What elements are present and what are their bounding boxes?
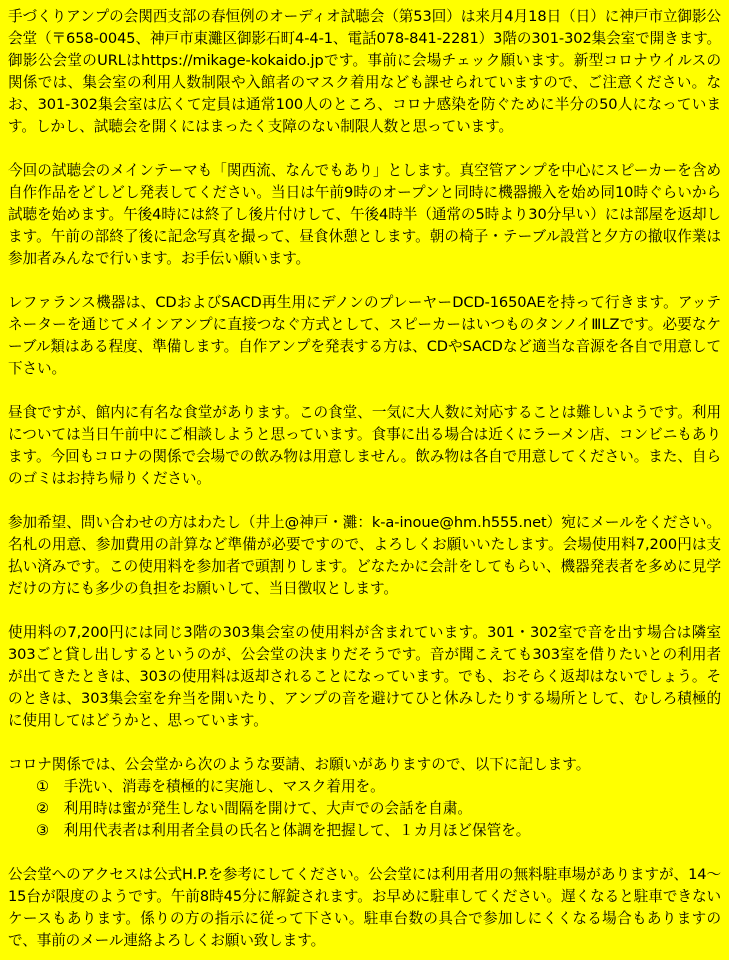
corona-request-item: ① 手洗い、消毒を積極的に実施し、マスク着用を。 xyxy=(36,778,385,795)
reference-equipment-paragraph: レファランス機器は、CDおよびSACD再生用にデノンのプレーヤーDCD-1650AEを持って行きます。アッテネーターを通じてメインアンプに直接つなぐ方式として、スピーカーはいつものタンノイⅢLZです。必要なケーブル類はある程度、準備します。自作アンプを発表する方は、CDやSACDなど適当な音源を各自で用意して下さい。 xyxy=(8,294,721,377)
corona-request-item: ③ 利用代表者は利用者全員の氏名と体調を把握して、１カ月ほど保管を。 xyxy=(36,822,531,839)
corona-intro-text: コロナ関係では、公会堂から次のような要請、お願いがありますので、以下に記します。 xyxy=(8,756,591,773)
intro-paragraph: 手づくりアンプの会関西支部の春恒例のオーディオ試聴会（第53回）は来月4月18日（日）に神戸市立御影公会堂（〒658-0045、神戸市東灘区御影石町4-4-1、電話078-841-2281）3階の301-302集会室で開きます。御影公会堂のURLはhttps://mikage-kokaido.jpです。事前に会場チェック願います。新型コロナウイルスの関係では、集会室の利用人数制限や入館者のマスク着用なども課せられていますので、ご注意ください。なお、301-302集会室は広くて定員は通常100人のところ、コロナ感染を防ぐために半分の50人になっています。しかし、試聴会を開くにはまったく支障のない制限人数と思っています。 xyxy=(8,8,721,135)
room-fee-paragraph: 使用料の7,200円には同じ3階の303集会室の使用料が含まれています。301・302室で音を出す場合は隣室303ごと貸し出しするというのが、公会堂の決まりだそうです。音が聞こえても303室を借りたいとの利用者が出てきたときは、303の使用料は返却されることになっています。でも、おそらく返却はないでしょう。そのときは、303集会室を弁当を開いたり、アンプの音を避けてひと休みしたりする場所として、むしろ積極的に使用してはどうかと、思っています。 xyxy=(8,624,721,729)
corona-section xyxy=(8,754,721,842)
access-paragraph: 公会堂へのアクセスは公式H.P.を参考にしてください。公会堂には利用者用の無料駐車場がありますが、14～15台が限度のようです。午前8時45分に解錠されます。お早めに駐車してください。遅くなると駐車できないケースもあります。係りの方の指示に従って下さい。駐車台数の具合で参加しにくくなる場合もありますので、事前のメール連絡よろしくお願い致します。 xyxy=(8,866,721,949)
contact-paragraph: 参加希望、問い合わせの方はわたし（井上@神戸・灘：k-a-inoue@hm.h555.net）宛にメールをください。名札の用意、参加費用の計算など準備が必要ですので、よろしくお願いいたします。会場使用料7,200円は支払い済みです。この使用料を参加者で頭割りします。どなたかに会計をしてもらい、機器発表者を多めに見学だけの方にも多少の負担をお願いして、当日徴収とします。 xyxy=(8,514,721,597)
theme-paragraph: 今回の試聴会のメインテーマも「関西流、なんでもあり」とします。真空管アンプを中心にスピーカーを含め自作作品をどしどし発表してください。当日は午前9時のオープンと同時に機器搬入を始め同10時ぐらいから試聴を始めます。午後4時には終了し後片付けして、午後4時半（通常の5時より30分早い）には部屋を返却します。午前の部終了後に記念写真を撮って、昼食休憩とします。朝の椅子・テーブル設営と夕方の撤収作業は参加者みんなで行います。お手伝い願います。 xyxy=(8,162,721,267)
corona-request-item: ② 利用時は蜜が発生しない間隔を開けて、大声での会話を自粛。 xyxy=(36,800,473,817)
lunch-paragraph: 昼食ですが、館内に有名な食堂があります。この食堂、一気に大人数に対応することは難しいようです。利用については当日午前中にご相談しようと思っています。食事に出る場合は近くにラーメン店、コンビニもあります。今回もコロナの関係で会場での飲み物は用意しません。飲み物は各自で用意してください。また、自らのゴミはお持ち帰りください。 xyxy=(8,404,721,487)
